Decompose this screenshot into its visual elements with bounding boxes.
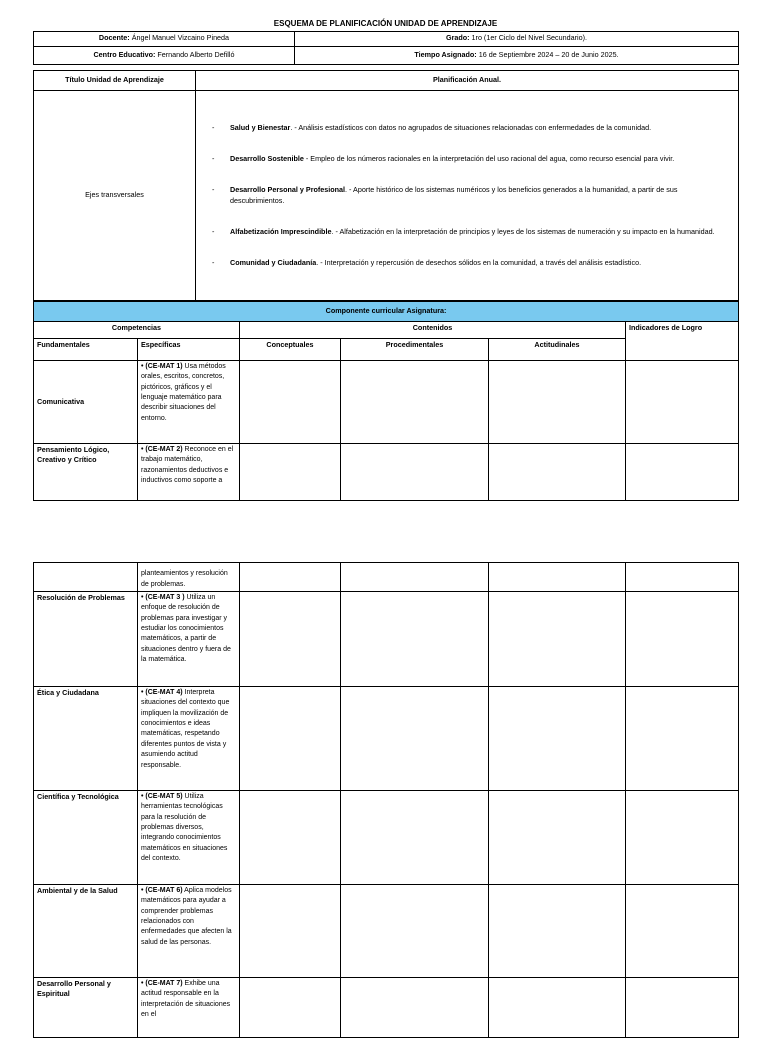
- fundamental-cell: Científica y Tecnológica: [34, 791, 138, 885]
- eje-name: Salud y Bienestar: [230, 122, 291, 132]
- centro-cell: [34, 47, 295, 65]
- empty-cell: [240, 361, 341, 444]
- eje-text: . - Interpretación y repercusión de desechos sólidos en la comunidad, a través del análisis estadístico.: [316, 257, 642, 267]
- empty-cell: [489, 687, 626, 791]
- empty-cell: [240, 791, 341, 885]
- especifica-cell: [138, 885, 240, 978]
- unit-table: [33, 70, 739, 301]
- grado-cell: [295, 32, 739, 47]
- competency-code: • (CE-MAT 4): [141, 689, 183, 696]
- empty-cell: [626, 885, 739, 978]
- centro-label: Centro Educativo:: [93, 50, 156, 60]
- empty-cell: [341, 885, 489, 978]
- tiempo-label: Tiempo Asignado:: [414, 50, 477, 60]
- fundamental-cell: Resolución de Problemas: [34, 592, 138, 687]
- especifica-cell: [138, 592, 240, 687]
- grado-label: Grado:: [445, 33, 470, 42]
- empty-cell: [341, 592, 489, 687]
- empty-cell: [489, 563, 626, 592]
- conceptuales-header: Conceptuales: [240, 339, 341, 361]
- empty-cell: [626, 361, 739, 444]
- especifica-cell: [138, 791, 240, 885]
- table-row: [34, 791, 739, 885]
- competency-code: • (CE-MAT 5): [141, 793, 183, 800]
- table-row: [34, 563, 739, 592]
- empty-cell: [489, 361, 626, 444]
- eje-item: [212, 185, 730, 205]
- planificacion-value: Planificación Anual.: [196, 71, 739, 91]
- table-row: [34, 444, 739, 501]
- table-row: [34, 885, 739, 978]
- competency-desc: Aplica modelos matemáticos para ayudar a comprender problemas relacionados con enfermedades que afecten la salud de las personas.: [141, 887, 232, 946]
- empty-cell: [240, 563, 341, 592]
- ejes-label: Ejes transversales: [34, 91, 196, 301]
- especifica-cell: [138, 361, 240, 444]
- docente-value: Ángel Manuel Vizcaino Pineda: [131, 33, 230, 42]
- especificas-header: Específicas: [138, 339, 240, 361]
- indicadores-header: Indicadores de Logro: [626, 322, 739, 361]
- competency-desc: Interpreta situaciones del contexto que impliquen la movilización de conocimientos e ideas matemáticas, respetando diferentes puntos de vista y asumiendo actitud responsable.: [141, 689, 230, 769]
- empty-cell: [34, 563, 138, 592]
- grado-value: 1ro (1er Ciclo del Nivel Secundario).: [471, 33, 587, 42]
- competency-code: • (CE-MAT 7): [141, 980, 183, 987]
- empty-cell: [489, 978, 626, 1038]
- centro-value: Fernando Alberto Defilló: [157, 50, 235, 60]
- docente-cell: [34, 32, 295, 47]
- especifica-cell: [138, 687, 240, 791]
- competency-code: • (CE-MAT 3 ): [141, 594, 185, 601]
- fundamental-cell: Pensamiento Lógico, Creativo y Crítico: [34, 444, 138, 501]
- empty-cell: [341, 791, 489, 885]
- header-table: [33, 31, 739, 65]
- empty-cell: [240, 444, 341, 501]
- empty-cell: [341, 444, 489, 501]
- empty-cell: [626, 687, 739, 791]
- table-row: [34, 687, 739, 791]
- especifica-cell: [138, 978, 240, 1038]
- eje-name: Alfabetización Imprescindible: [230, 226, 332, 236]
- competency-code: • (CE-MAT 2): [141, 446, 183, 453]
- eje-name: Desarrollo Sostenible: [230, 154, 304, 164]
- tiempo-cell: [295, 47, 739, 65]
- eje-item: [212, 227, 730, 237]
- competency-desc: Reconoce en el trabajo matemático, razonamientos deductivos e inductivos como soporte a: [141, 446, 234, 485]
- fundamental-cell: Comunicativa: [34, 361, 138, 444]
- eje-text: - Empleo de los números racionales en la interpretación del uso racional del agua, como recurso esencial para vivir.: [303, 154, 675, 164]
- fundamental-cell: Ética y Ciudadana: [34, 687, 138, 791]
- fundamentales-header: Fundamentales: [34, 339, 138, 361]
- competency-desc: Exhibe una actitud responsable en la interpretación de situaciones en el: [141, 980, 231, 1019]
- eje-name: Desarrollo Personal y Profesional: [230, 185, 346, 195]
- empty-cell: [489, 791, 626, 885]
- competency-desc: Utiliza herramientas tecnológicas para la resolución de problemas diversos, integrando conocimientos matemáticos en situaciones del contexto.: [141, 793, 228, 863]
- table-row: [34, 978, 739, 1038]
- fundamental-cell: Ambiental y de la Salud: [34, 885, 138, 978]
- eje-name: Comunidad y Ciudadanía: [230, 257, 317, 267]
- empty-cell: [626, 444, 739, 501]
- empty-cell: [341, 687, 489, 791]
- empty-cell: [240, 687, 341, 791]
- empty-cell: [240, 885, 341, 978]
- titulo-unidad-label: Título Unidad de Aprendizaje: [34, 71, 196, 91]
- eje-text: . - Alfabetización en la interpretación de principios y leyes de los sistemas de numeración y su impacto en la humanidad.: [331, 226, 715, 236]
- empty-cell: [341, 978, 489, 1038]
- empty-cell: [240, 592, 341, 687]
- ejes-cell: [196, 91, 739, 301]
- eje-item: [212, 123, 730, 133]
- empty-cell: [341, 563, 489, 592]
- competency-code: • (CE-MAT 1): [141, 363, 183, 370]
- competency-code: • (CE-MAT 6): [141, 887, 183, 894]
- empty-cell: [489, 885, 626, 978]
- empty-cell: [240, 978, 341, 1038]
- competencias-table-continued: [33, 562, 739, 1038]
- tiempo-value: 16 de Septiembre 2024 – 20 de Junio 2025.: [478, 50, 619, 60]
- contenidos-header: Contenidos: [240, 322, 626, 339]
- table-row: [34, 361, 739, 444]
- eje-text: . - Aporte histórico de los sistemas numéricos y los beneficios generados a la humanidad, a partir de sus descubrimientos.: [230, 185, 678, 205]
- competency-desc: Usa métodos orales, escritos, concretos, pictóricos, gráficos y el lenguaje matemático para describir situaciones del entorno.: [141, 363, 226, 422]
- empty-cell: [489, 592, 626, 687]
- eje-item: [212, 154, 730, 164]
- fundamental-cell: Desarrollo Personal y Espiritual: [34, 978, 138, 1038]
- ejes-list: [212, 123, 730, 268]
- competencias-table: [33, 301, 739, 501]
- actitudinales-header: Actitudinales: [489, 339, 626, 361]
- componente-header: Componente curricular Asignatura:: [34, 302, 739, 322]
- eje-item: [212, 258, 730, 268]
- docente-label: Docente:: [98, 33, 130, 42]
- procedimentales-header: Procedimentales: [341, 339, 489, 361]
- empty-cell: [626, 978, 739, 1038]
- empty-cell: [626, 592, 739, 687]
- empty-cell: [626, 563, 739, 592]
- especifica-cell: [138, 444, 240, 501]
- document-title: ESQUEMA DE PLANIFICACIÓN UNIDAD DE APRENDIZAJE: [273, 19, 498, 28]
- empty-cell: [489, 444, 626, 501]
- empty-cell: [341, 361, 489, 444]
- competency-desc: Utiliza un enfoque de resolución de problemas para investigar y estudiar los conocimientos matemáticos, a partir de situaciones dentro y fuera de la matemática.: [141, 594, 231, 664]
- competencias-header: Competencias: [34, 322, 240, 339]
- especifica-continuation: planteamientos y resolución de problemas.: [138, 563, 240, 592]
- table-row: [34, 592, 739, 687]
- eje-text: . - Análisis estadísticos con datos no agrupados de situaciones relacionadas con enfermedades de la comunidad.: [290, 122, 652, 132]
- empty-cell: [626, 791, 739, 885]
